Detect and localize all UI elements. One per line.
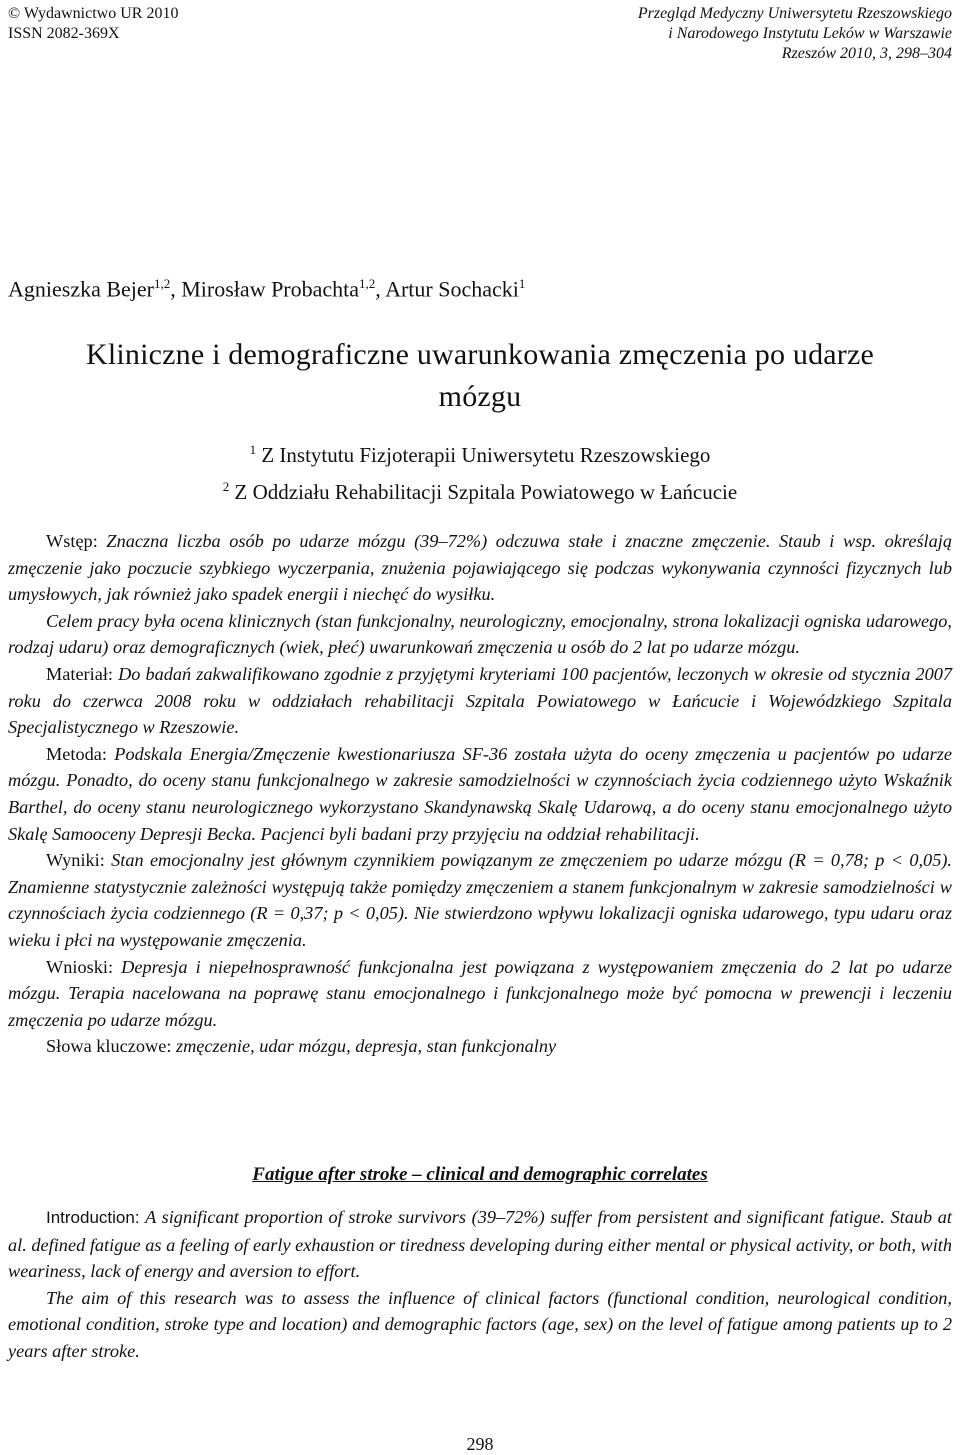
english-intro-paragraph: [8, 1204, 952, 1285]
section-label: Materiał:: [46, 663, 114, 684]
section-text: Podskala Energia/Zmęczenie kwestionariusza SF-36 została użyta do oceny zmęczenia u pacjentów po udarze mózgu. Ponadto, do oceny stanu funkcjonalnego w zakresie samodzielności w czynnościach życia codziennego użyto Wskaźnik Barthel, do oceny stanu neurologicznego wykorzystano Skandynawską Skalę Udarową, a do oceny stanu emocjonalnego użyto Skalę Samooceny Depresji Becka. Pacjenci byli badani przy przyjęciu na oddział rehabilitacji.: [8, 743, 952, 844]
section-label: Wstęp:: [46, 531, 98, 551]
section-label: Introduction:: [46, 1208, 140, 1227]
english-aim-paragraph: The aim of this research was to assess the influence of clinical factors (functional condition, neurological condition, emotional condition, stroke type and location) and demographic factors (age, sex) on the level of fatigue among patients up to 2 years after stroke.: [8, 1287, 952, 1361]
author-name: Artur Sochacki: [385, 276, 519, 302]
english-abstract: [8, 1204, 952, 1365]
author-affiliation-sup: 1: [518, 276, 526, 291]
journal-issue-line: Rzeszów 2010, 3, 298–304: [781, 45, 952, 62]
issn-line: ISSN 2082-369X: [8, 25, 120, 42]
publisher-line: © Wydawnictwo UR 2010: [8, 5, 179, 22]
paper-title-line: Kliniczne i demograficzne uwarunkowania zmęczenia po udarze: [85, 338, 875, 371]
section-text: Stan emocjonalny jest głównym czynnikiem powiązanym ze zmęczeniem po udarze mózgu (R = 0,78; p < 0,05). Znamienne statystycznie zależności występują także pomiędzy zmęczeniem a stanem funkcjonalnym w zakresie samodzielności w czynnościach życia codziennego (R = 0,37; p < 0,05). Nie stwierdzono wpływu lokalizacji ogniska udarowego, typu udaru oraz wieku i płci na występowanie zmęczenia.: [8, 850, 952, 950]
journal-name-line2: i Narodowego Instytutu Leków w Warszawie: [668, 25, 952, 42]
section-label: Wyniki:: [46, 850, 105, 871]
section-label: Słowa kluczowe:: [46, 1036, 172, 1057]
journal-publisher-info: [8, 4, 178, 44]
section-label: Wnioski:: [46, 956, 114, 977]
page-number: 298: [466, 1434, 494, 1454]
author-affiliation-sup: 1,2: [154, 276, 171, 291]
section-text: Znaczna liczba osób po udarze mózgu (39–72%) odczuwa stałe i znaczne zmęczenie. Staub i wsp. określają zmęczenie jako poczucie szybkiego wyczerpania, znużenia pojawiającego się podczas wykonywania czynności fizycznych lub umysłowych, jak również jako spadek energii i niechęć do wysiłku.: [8, 531, 952, 605]
abstract-intro-paragraph: [8, 528, 952, 608]
journal-name-line1: Przegląd Medyczny Uniwersytetu Rzeszowskiego: [637, 5, 952, 22]
section-text: Do badań zakwalifikowano zgodnie z przyjętymi kryteriami 100 pacjentów, leczonych w okresie od stycznia 2007 roku do czerwca 2008 roku w oddziałach rehabilitacji Szpitala Powiatowego w Łańcucie i Wojewódzkiego Szpitala Specjalistycznego w Rzeszowie.: [8, 663, 952, 738]
paper-title-line: mózgu: [438, 380, 522, 413]
author-name: Agnieszka Bejer: [8, 276, 154, 302]
abstract-results-paragraph: [8, 847, 952, 953]
section-label: Metoda:: [46, 743, 107, 764]
author-affiliation-sup: 1,2: [359, 276, 376, 291]
author-name: Mirosław Probachta: [181, 276, 360, 302]
abstract-method-paragraph: [8, 741, 952, 847]
abstract-material-paragraph: [8, 661, 952, 741]
section-text: A significant proportion of stroke survivors (39–72%) suffer from persistent and significant fatigue. Staub at al. defined fatigue as a feeling of early exhaustion or tiredness developing during either mental or physical activity, or both, with weariness, lack of energy and aversion to effort.: [8, 1207, 952, 1282]
affiliations: [0, 434, 960, 508]
polish-abstract: [8, 528, 952, 1060]
abstract-keywords-paragraph: [8, 1033, 952, 1060]
author-list: Agnieszka Bejer$^{1,2}$, Mirosław Probachta$^{1,2}$, Artur Sochacki$^1$: [8, 276, 526, 302]
section-text: zmęczenie, udar mózgu, depresja, stan funkcjonalny: [175, 1036, 557, 1057]
abstract-conclusions-paragraph: [8, 954, 952, 1034]
affiliation-1: $^1$ Z Instytutu Fizjoterapii Uniwersytetu Rzeszowskiego: [249, 442, 711, 467]
english-title: Fatigue after stroke – clinical and demographic correlates: [252, 1164, 708, 1185]
section-text: Depresja i niepełnosprawność funkcjonalna jest powiązana z występowaniem zmęczenia do 2 lat po udarze mózgu. Terapia nacelowana na poprawę stanu emocjonalnego i funkcjonalnego może być pomocna w prewencji i leczeniu zmęczenia po udarze mózgu.: [8, 956, 952, 1030]
abstract-aim-paragraph: Celem pracy była ocena klinicznych (stan funkcjonalny, neurologiczny, emocjonalny, strona lokalizacji ogniska udarowego, rodzaj udaru) oraz demograficznych (wiek, płeć) uwarunkowań zmęczenia u osób do 2 lat po udarze mózgu.: [8, 610, 952, 658]
journal-title-info: [638, 4, 952, 64]
affiliation-2: $^2$ Z Oddziału Rehabilitacji Szpitala Powiatowego w Łańcucie: [222, 479, 738, 504]
paper-title: [10, 334, 950, 418]
